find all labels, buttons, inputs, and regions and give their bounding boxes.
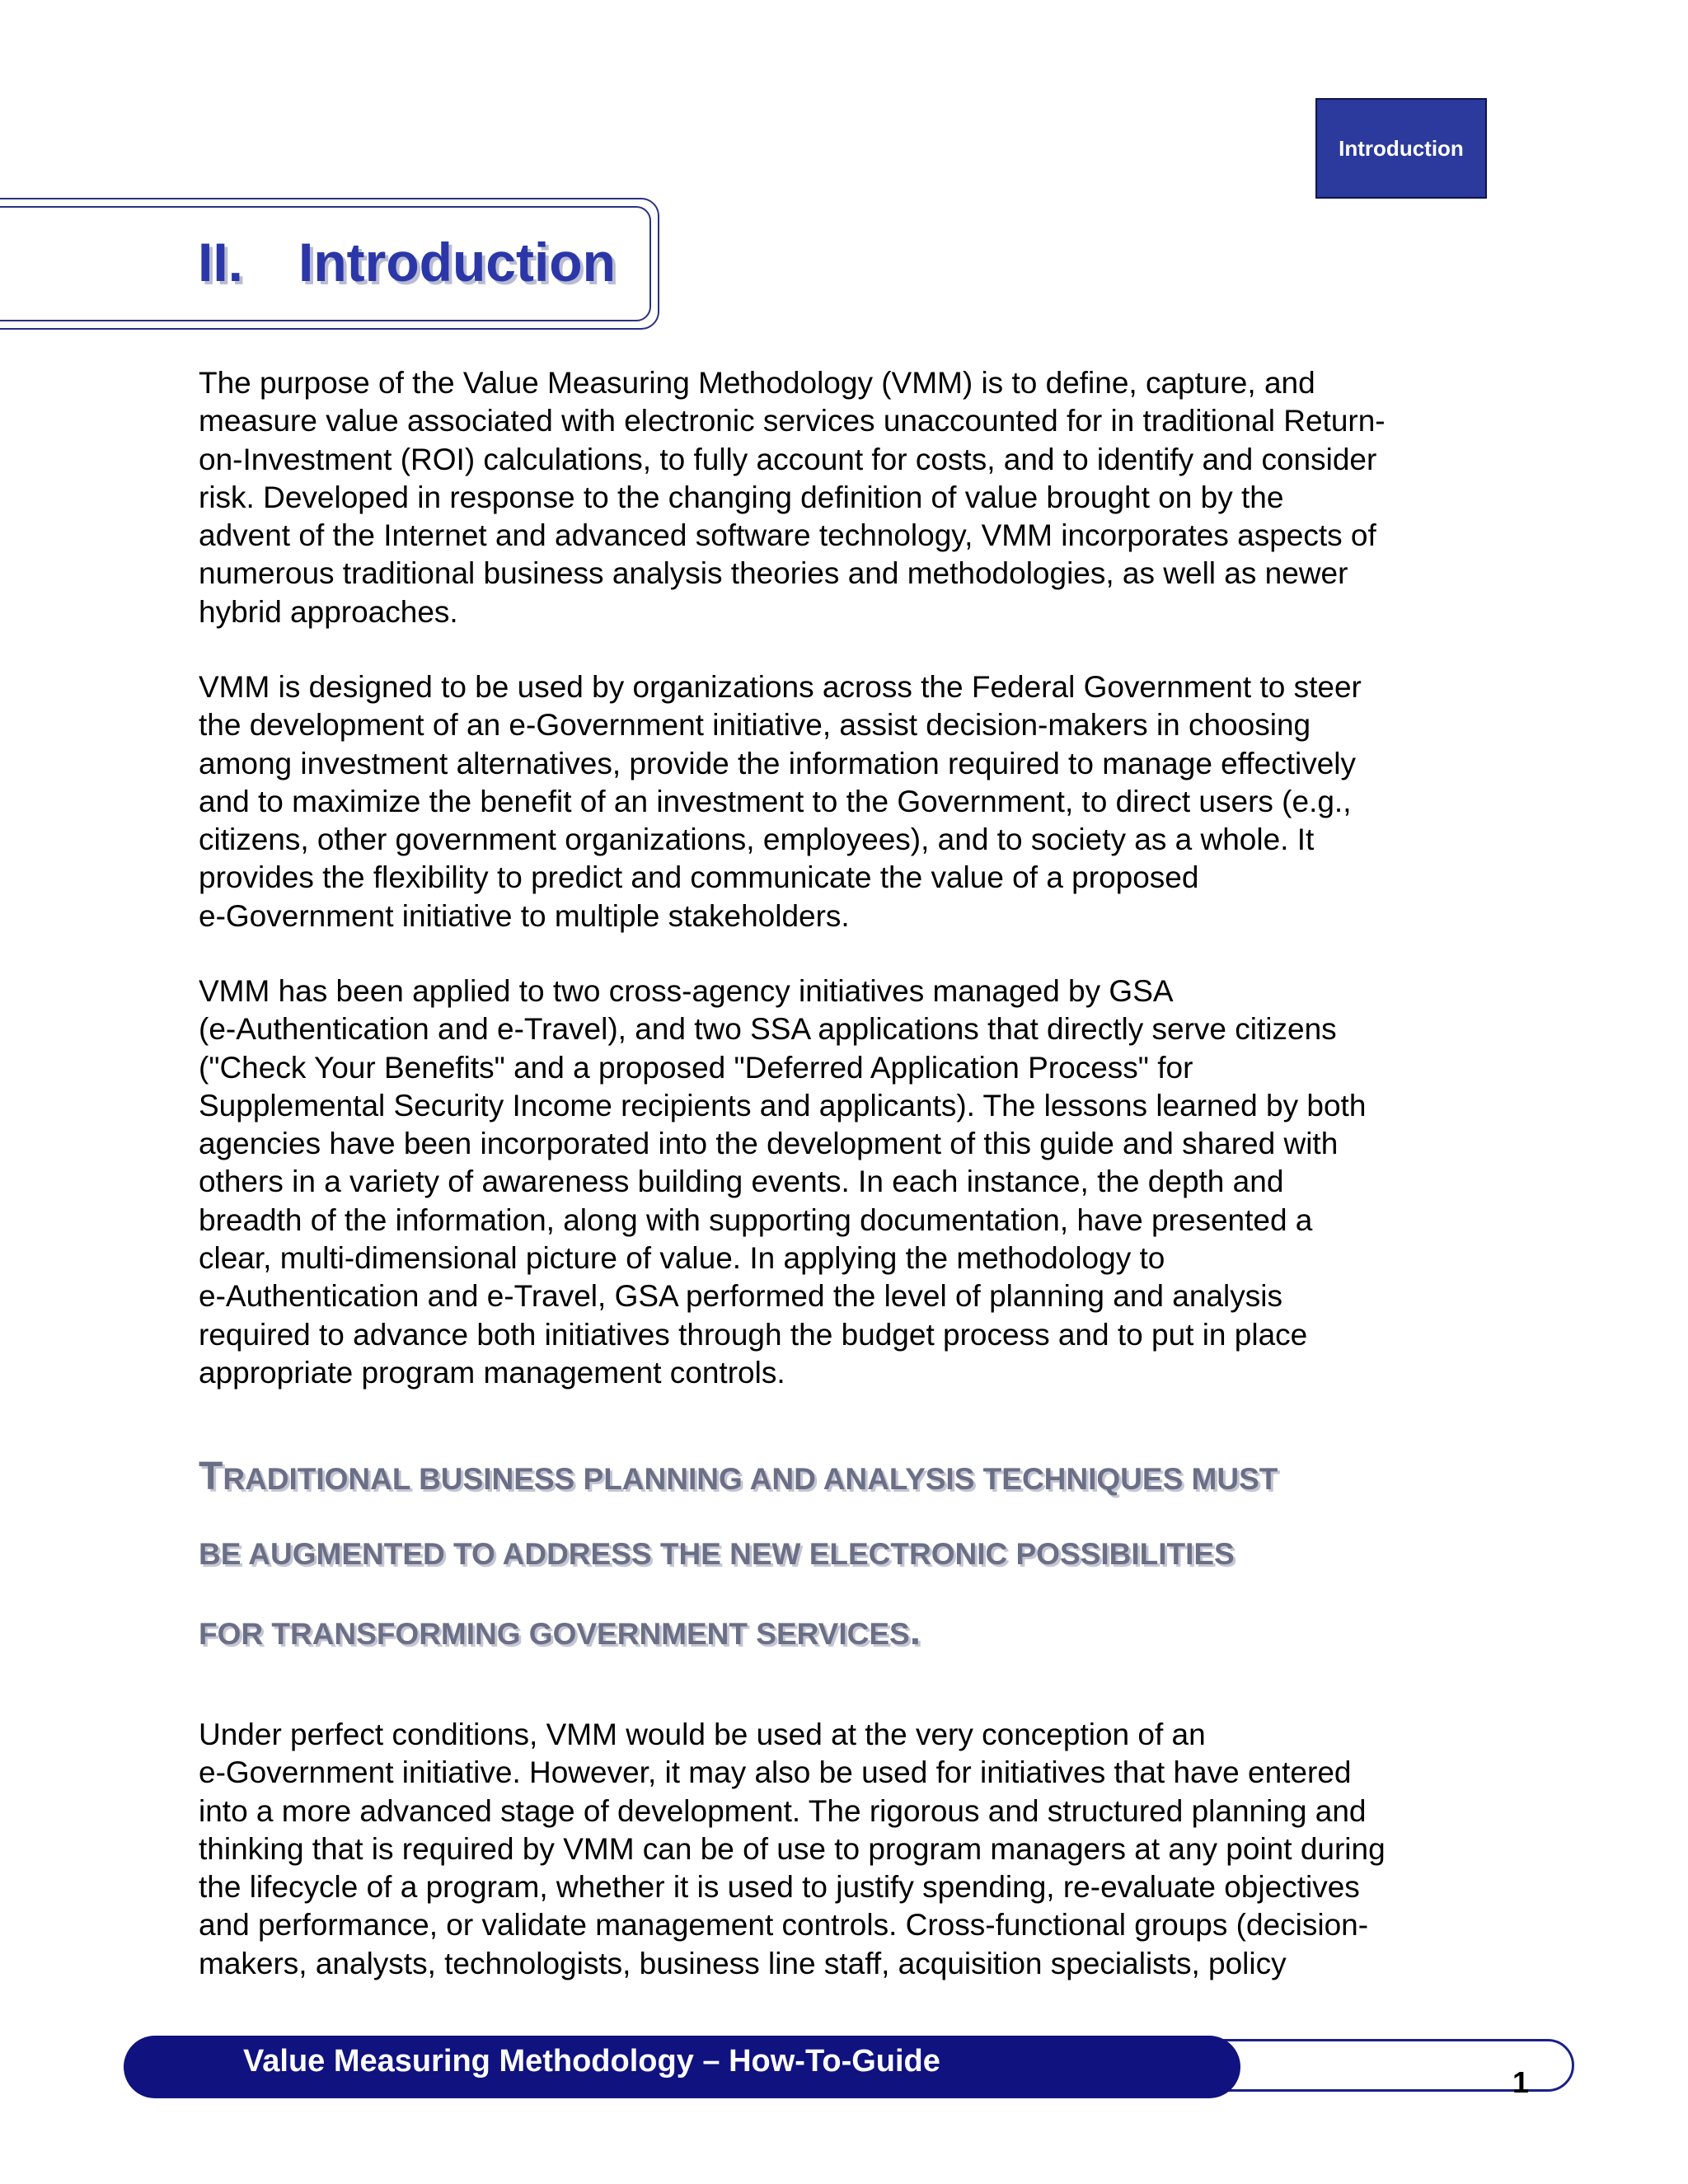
text-line: breadth of the information, along with supporting documentation, have presented a: [199, 1202, 1313, 1237]
callout-text: RADITIONAL BUSINESS PLANNING AND ANALYSIS TECHNIQUES MUST: [223, 1462, 1278, 1496]
text-line: makers, analysts, technologists, business line staff, acquisition specialists, policy: [199, 1946, 1287, 1980]
callout-line: [199, 1593, 1517, 1671]
text-line: and performance, or validate management controls. Cross-functional groups (decision-: [199, 1908, 1369, 1943]
callout-text: FOR TRANSFORMING GOVERNMENT SERVICES: [199, 1617, 910, 1651]
text-line: on-Investment (ROI) calculations, to fully account for costs, and to identify and consider: [199, 442, 1377, 476]
section-number: II.: [198, 232, 244, 293]
text-line: required to advance both initiatives through the budget process and to put in place: [199, 1317, 1308, 1352]
footer-title: Value Measuring Methodology – How-To-Guide: [243, 2044, 940, 2079]
text-line: ("Check Your Benefits" and a proposed "Deferred Application Process" for: [199, 1050, 1193, 1085]
callout-line: BE AUGMENTED TO ADDRESS THE NEW ELECTRONIC POSSIBILITIES: [199, 1537, 1235, 1571]
text-line: The purpose of the Value Measuring Methodology (VMM) is to define, capture, and: [199, 366, 1315, 400]
page-title: [198, 232, 616, 293]
text-line: VMM has been applied to two cross-agency initiatives managed by GSA: [199, 974, 1174, 1008]
callout-period: .: [909, 1610, 921, 1653]
text-line: appropriate program management controls.: [199, 1355, 785, 1390]
text-line: (e-Authentication and e-Travel), and two SSA applications that directly serve citizens: [199, 1012, 1337, 1047]
text-line: measure value associated with electronic services unaccounted for in traditional Return-: [199, 404, 1386, 438]
text-line: the development of an e-Government initiative, assist decision-makers in choosing: [199, 708, 1311, 743]
text-line: and to maximize the benefit of an investment to the Government, to direct users (e.g.,: [199, 784, 1352, 818]
text-line: Under perfect conditions, VMM would be used at the very conception of an: [199, 1718, 1206, 1751]
text-line: citizens, other government organizations, employees), and to society as a whole. It: [199, 823, 1315, 857]
text-line: advent of the Internet and advanced software technology, VMM incorporates aspects of: [199, 518, 1376, 553]
text-line: provides the flexibility to predict and communicate the value of a proposed: [199, 860, 1199, 895]
callout-initial: T: [199, 1455, 223, 1498]
text-line: into a more advanced stage of development. The rigorous and structured planning and: [199, 1793, 1367, 1828]
text-line: e-Government initiative. However, it may also be used for initiatives that have entered: [199, 1755, 1352, 1790]
paragraph-4: [199, 1716, 1501, 1983]
section-title: Introduction: [298, 232, 616, 293]
text-line: numerous traditional business analysis theories and methodologies, as well as newer: [199, 556, 1348, 591]
text-line: thinking that is required by VMM can be of use to program managers at any point during: [199, 1831, 1386, 1866]
text-line: among investment alternatives, provide the information required to manage effectively: [199, 746, 1357, 780]
text-line: others in a variety of awareness building events. In each instance, the depth and: [199, 1165, 1284, 1199]
callout-line: [199, 1438, 1517, 1516]
text-line: clear, multi-dimensional picture of value. In applying the methodology to: [199, 1241, 1165, 1276]
text-line: VMM is designed to be used by organizations across the Federal Government to steer: [199, 670, 1362, 704]
page-number: 1: [1512, 2065, 1530, 2099]
paragraph-1: [199, 364, 1501, 631]
text-line: Supplemental Security Income recipients and applicants). The lessons learned by both: [199, 1088, 1367, 1122]
paragraph-2: [199, 668, 1501, 935]
text-line: e-Government initiative to multiple stakeholders.: [199, 898, 850, 933]
text-line: hybrid approaches.: [199, 594, 458, 629]
text-line: the lifecycle of a program, whether it is used to justify spending, re-evaluate objectives: [199, 1870, 1360, 1905]
text-line: agencies have been incorporated into the development of this guide and shared with: [199, 1127, 1339, 1161]
paragraph-3: [199, 972, 1501, 1392]
callout-quote: [199, 1438, 1517, 1671]
section-tab: Introduction: [1315, 98, 1487, 199]
text-line: e-Authentication and e-Travel, GSA performed the level of planning and analysis: [199, 1279, 1282, 1314]
text-line: risk. Developed in response to the changing definition of value brought on by the: [199, 480, 1284, 514]
